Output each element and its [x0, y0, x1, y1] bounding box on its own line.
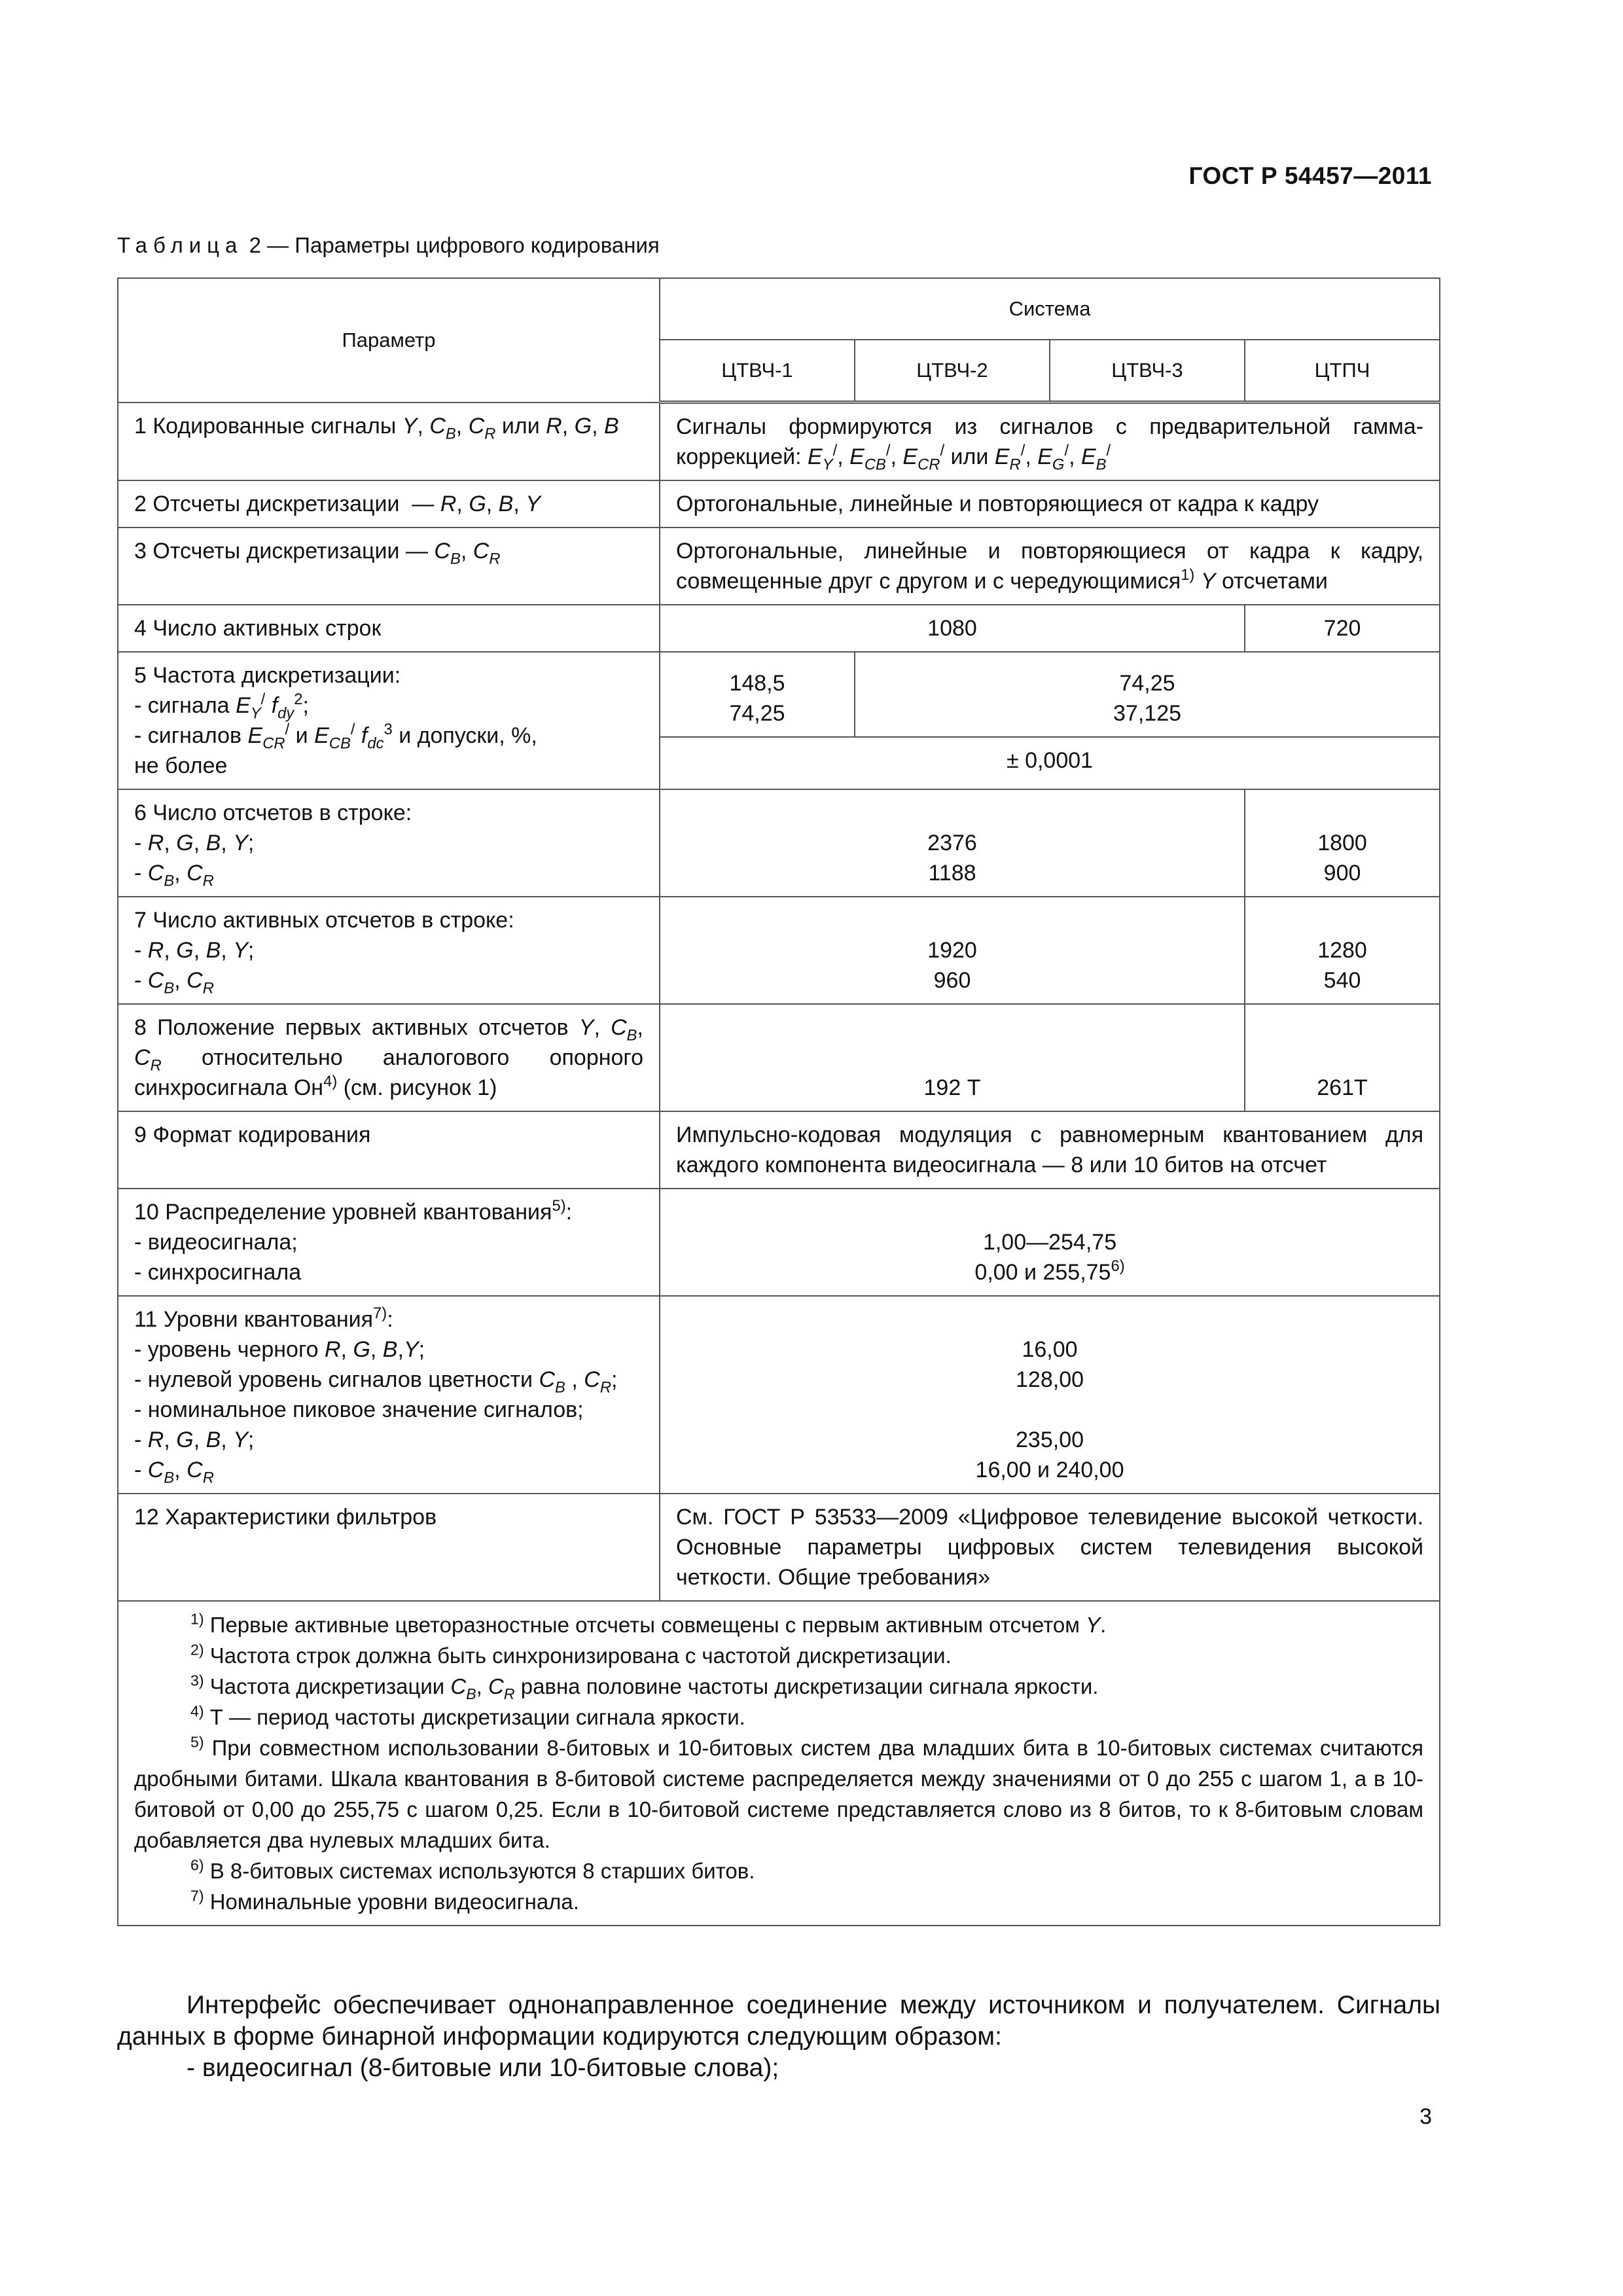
note-1: $^{1)}$ Первые активные цветоразностные отсчеты совмещены с первым активным отсчетом Y.: [190, 1610, 1107, 1637]
table-row: [118, 605, 1440, 652]
table-notes: [118, 1601, 1440, 1926]
table-row: [118, 789, 1440, 897]
note-7: $^{7)}$ Номинальные уровни видеосигнала.: [190, 1887, 579, 1914]
header-system: Система: [660, 278, 1440, 340]
row-6-value-hd: 2376 1188: [660, 789, 1245, 897]
row-6-value-sd: 1800 900: [1245, 789, 1440, 897]
table-caption: [117, 233, 660, 258]
table-row: [118, 1494, 1440, 1601]
table-row: [118, 528, 1440, 605]
standard-header: ГОСТ Р 54457—2011: [1188, 162, 1432, 189]
table-row: [118, 403, 1440, 481]
header-system-1: ЦТВЧ-1: [660, 340, 855, 403]
row-1-param: 1 Кодированные сигналы Y, $C_B$, $C_R$ или R, G, B: [118, 403, 660, 481]
table-row: [118, 1296, 1440, 1494]
row-12-param: 12 Характеристики фильтров: [118, 1494, 660, 1601]
table-notes-row: [118, 1601, 1440, 1926]
row-1-value: Сигналы формируются из сигналов с предварительной гамма-коррекцией: $E_Y^/$, $E_{CB}^/$, $E_{CR}^/$ или $E_R^/$, $E_G^/$, $E_B^/$: [660, 403, 1440, 481]
parameters-table: [117, 278, 1440, 1926]
table-caption-prefix: Таблица: [117, 233, 243, 257]
body-paragraph-2: - видеосигнал (8-битовые или 10-битовые слова);: [187, 2054, 779, 2082]
table-row: [118, 480, 1440, 528]
row-5-value-tvch1: 148,5 74,25: [660, 652, 855, 737]
table-caption-number: 2: [249, 233, 261, 257]
row-8-value-hd: 192 Т: [660, 1004, 1245, 1111]
table-row: [118, 897, 1440, 1004]
row-3-param: 3 Отсчеты дискретизации — $C_B$, $C_R$: [118, 528, 660, 605]
row-7-value-sd: 1280 540: [1245, 897, 1440, 1004]
header-system-2: ЦТВЧ-2: [855, 340, 1050, 403]
row-12-value: См. ГОСТ Р 53533—2009 «Цифровое телевидение высокой четкости. Основные параметры цифровых систем телевидения высокой четкости. Общие требования»: [660, 1494, 1440, 1601]
row-9-value: Импульсно-кодовая модуляция с равномерным квантованием для каждого компонента видеосигнала — 8 или 10 битов на отсчет: [660, 1111, 1440, 1189]
table-caption-title: — Параметры цифрового кодирования: [267, 233, 660, 257]
table-row: [118, 1111, 1440, 1189]
note-5: $^{5)}$ При совместном использовании 8-битовых и 10-битовых систем два младших бита в 10-битовых системах считаются дробными битами. Шкала квантования в 8-битовой системе распределяется между значениями от 0 до 255 с шагом 1, а в 10-битовой от 0,00 до 255,75 с шагом 0,25. Если в 10-битовой системе представляется слово из 8 битов, то к 8-битовым словам добавляется два нулевых младших бита.: [134, 1733, 1424, 1852]
body-text: [117, 1990, 1440, 2084]
row-11-value: 16,00 128,00 235,00 16,00 и 240,00: [660, 1296, 1440, 1494]
table-row: [118, 1189, 1440, 1296]
note-6: $^{6)}$ В 8-битовых системах используются 8 старших битов.: [190, 1856, 755, 1883]
row-9-param: 9 Формат кодирования: [118, 1111, 660, 1189]
table-row: [118, 652, 1440, 737]
row-3-value: Ортогональные, линейные и повторяющиеся от кадра к кадру, совмещенные друг с другом и с чередующимися$^{1)}$ Y отсчетами: [660, 528, 1440, 605]
row-11-param: 11 Уровни квантования$^{7)}$: - уровень черного R, G, B,Y; - нулевой уровень сигналов цветности $C_B$ , $C_R$; - номинальное пиковое значение сигналов; - R, G, B, Y; - $C_B$, $C_R$: [118, 1296, 660, 1494]
row-6-param: 6 Число отсчетов в строке: - R, G, B, Y; - $C_B$, $C_R$: [118, 789, 660, 897]
page-number: 3: [1419, 2104, 1432, 2129]
row-5-tolerance: ± 0,0001: [660, 737, 1440, 789]
row-5-param: 5 Частота дискретизации: - сигнала $E_Y^/$ $f_{dy}^2$; - сигналов $E_{CR}^/$ и $E_{CB}^/$ $f_{dc}^3$ и допуски, %, не более: [118, 652, 660, 789]
row-5-value-other: 74,25 37,125: [855, 652, 1440, 737]
row-2-value: Ортогональные, линейные и повторяющиеся от кадра к кадру: [660, 480, 1440, 528]
row-2-param: 2 Отсчеты дискретизации — R, G, B, Y: [118, 480, 660, 528]
note-2: $^{2)}$ Частота строк должна быть синхронизирована с частотой дискретизации.: [190, 1641, 952, 1668]
row-7-param: 7 Число активных отсчетов в строке: - R, G, B, Y; - $C_B$, $C_R$: [118, 897, 660, 1004]
header-parameter: Параметр: [118, 278, 660, 403]
note-3: $^{3)}$ Частота дискретизации $C_B$, $C_R$ равна половине частоты дискретизации сигнала яркости.: [190, 1672, 1099, 1703]
note-4: $^{4)}$ Т — период частоты дискретизации сигнала яркости.: [190, 1702, 745, 1729]
row-8-value-sd: 261Т: [1245, 1004, 1440, 1111]
table-row: [118, 1004, 1440, 1111]
row-10-value: 1,00—254,75 0,00 и 255,75$^{6)}$: [660, 1189, 1440, 1296]
row-8-param: 8 Положение первых активных отсчетов Y, $C_B$, $C_R$ относительно аналогового опорного синхросигнала $Он^{4)}$ (см. рисунок 1): [118, 1004, 660, 1111]
row-4-param: 4 Число активных строк: [118, 605, 660, 652]
row-10-param: 10 Распределение уровней квантования$^{5)}$: - видеосигнала; - синхросигнала: [118, 1189, 660, 1296]
header-system-4: ЦТПЧ: [1245, 340, 1440, 403]
row-7-value-hd: 1920 960: [660, 897, 1245, 1004]
header-system-3: ЦТВЧ-3: [1050, 340, 1245, 403]
body-paragraph-1: Интерфейс обеспечивает однонаправленное соединение между источником и получателем. Сигналы данных в форме бинарной информации кодируются следующим образом:: [117, 1991, 1440, 2051]
row-4-value-hd: 1080: [660, 605, 1245, 652]
row-4-value-sd: 720: [1245, 605, 1440, 652]
